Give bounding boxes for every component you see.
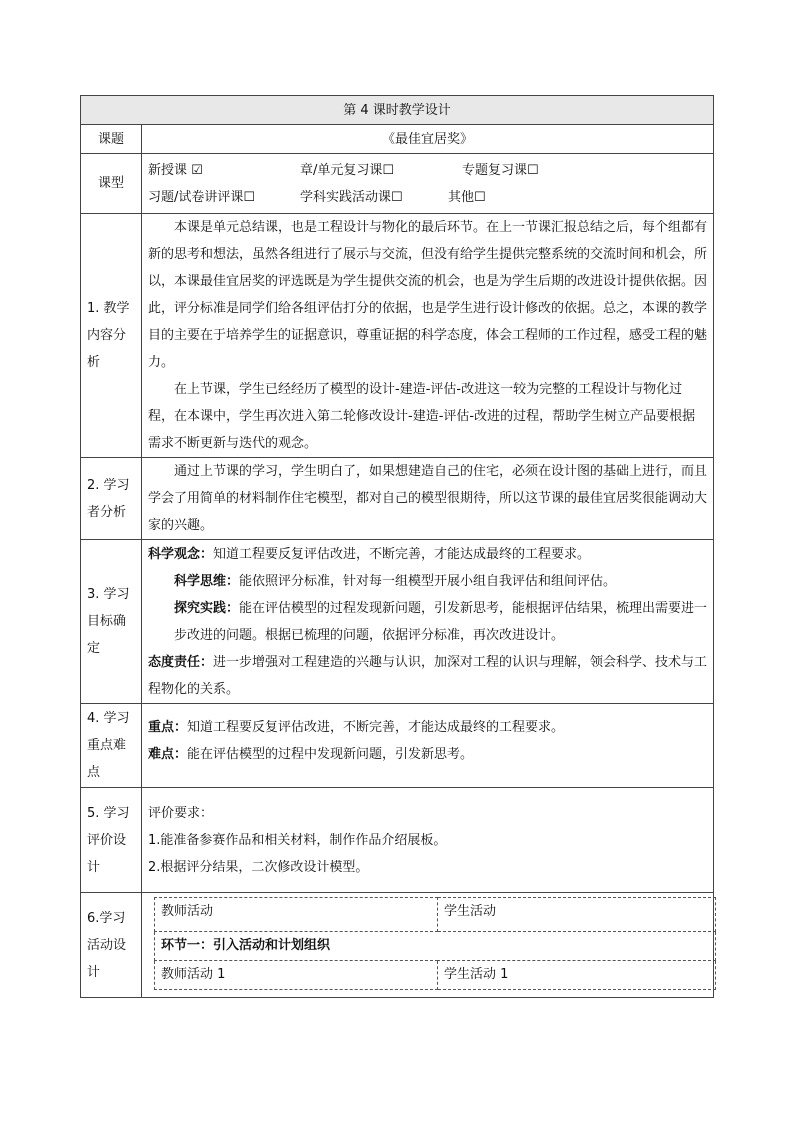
objective-item bbox=[148, 541, 707, 568]
type-option-exercise: 习题/试卷讲评课☐ bbox=[148, 189, 256, 205]
type-options bbox=[142, 154, 714, 214]
objective-term: 探究实践： bbox=[174, 600, 240, 616]
objective-item bbox=[148, 595, 707, 649]
type-option-unit-review: 章/单元复习课☐ bbox=[300, 162, 395, 178]
objective-text: 能在评估模型的过程发现新问题，引发新思考，能根据评估结果，梳理出需要进一步改进的问题。根据已梳理的问题，依据评分标准，再次改进设计。 bbox=[174, 600, 708, 643]
type-option-other: 其他☐ bbox=[448, 189, 486, 205]
objective-text: 能依照评分标准，针对每一组模型开展小组自我评估和组间评估。 bbox=[239, 573, 617, 589]
objective-item bbox=[148, 568, 707, 595]
objective-term: 科学思维： bbox=[174, 573, 240, 589]
content-analysis-paragraph: 在上节课，学生已经经历了模型的设计-建造-评估-改进这一较为完整的工程设计与物化过程，在本课中，学生再次进入第二轮修改设计-建造-评估-改进的过程，帮助学生树立产品要根据需求不断更新与迭代的观念。 bbox=[148, 382, 696, 451]
key-point-text: 知道工程要反复评估改进，不断完善，才能达成最终的工程要求。 bbox=[187, 720, 565, 735]
key-point-term: 重点： bbox=[148, 720, 188, 735]
key-points-label: 4. 学习重点难点 bbox=[81, 704, 142, 788]
learner-analysis-text: 通过上节课的学习，学生明白了，如果想建造自己的住宅，必须在设计图的基础上进行，而且学会了用简单的材料制作住宅模型，都对自己的模型很期待，所以这节课的最佳宜居奖很能调动大家的兴趣。 bbox=[148, 464, 708, 533]
evaluation-line: 评价要求： bbox=[148, 805, 214, 821]
evaluation-label: 5. 学习评价设计 bbox=[81, 788, 142, 893]
objective-term: 科学观念： bbox=[148, 546, 214, 562]
student-activity-one: 学生活动 1 bbox=[438, 961, 716, 990]
activities-cell bbox=[142, 893, 714, 998]
type-option-practice: 学科实践活动课☐ bbox=[300, 189, 403, 205]
content-analysis-paragraph: 本课是单元总结课，也是工程设计与物化的最后环节。在上一节课汇报总结之后，每个组都有新的思考和想法，虽然各组进行了展示与交流，但没有给学生提供完整系统的交流时间和机会，所以，本课最佳宜居奖的评选既是为学生提供交流的机会，也是为学生后期的改进设计提供依据。因此，评分标准是同学们给各组评估打分的依据，也是学生进行设计修改的依据。总之，本课的教学目的主要在于培养学生的证据意识，尊重证据的科学态度，体会工程师的工作过程，感受工程的魅力。 bbox=[148, 220, 708, 370]
objective-text: 进一步增强对工程建造的兴趣与认识，加深对工程的认识与理解，领会科学、技术与工程物化的关系。 bbox=[148, 654, 708, 697]
evaluation-line: 2.根据评分结果，二次修改设计模型。 bbox=[148, 859, 369, 875]
type-option-topic-review: 专题复习课☐ bbox=[462, 162, 539, 178]
objective-text: 知道工程要反复评估改进，不断完善，才能达成最终的工程要求。 bbox=[213, 546, 591, 562]
activities-label: 6.学习活动设计 bbox=[81, 893, 142, 998]
table-title: 第 4 课时教学设计 bbox=[81, 96, 714, 125]
type-label: 课型 bbox=[81, 154, 142, 214]
topic-label: 课题 bbox=[81, 125, 142, 154]
objective-term: 态度责任： bbox=[148, 654, 214, 670]
key-point-item bbox=[148, 741, 707, 768]
objectives-cell bbox=[142, 540, 714, 704]
lesson-plan-table bbox=[80, 95, 714, 998]
key-points-cell bbox=[142, 704, 714, 788]
topic-value: 《最佳宜居奖》 bbox=[142, 125, 714, 154]
learner-analysis-cell bbox=[142, 458, 714, 540]
objectives-label: 3. 学习目标确定 bbox=[81, 540, 142, 704]
learner-analysis-label: 2. 学习者分析 bbox=[81, 458, 142, 540]
evaluation-cell bbox=[142, 788, 714, 893]
teacher-activity-header: 教师活动 bbox=[155, 898, 438, 932]
objective-item bbox=[148, 649, 707, 703]
teacher-activity-one: 教师活动 1 bbox=[155, 961, 438, 990]
type-option-new: 新授课 ☑ bbox=[148, 162, 203, 178]
key-point-term: 难点： bbox=[148, 747, 188, 762]
content-analysis-text bbox=[142, 214, 714, 458]
key-point-item bbox=[148, 714, 707, 741]
activities-table bbox=[154, 897, 716, 990]
key-point-text: 能在评估模型的过程中发现新问题，引发新思考。 bbox=[187, 747, 474, 762]
student-activity-header: 学生活动 bbox=[438, 898, 716, 932]
section-one-title: 环节一：引入活动和计划组织 bbox=[155, 932, 716, 961]
evaluation-line: 1.能准备参赛作品和相关材料，制作作品介绍展板。 bbox=[148, 832, 447, 848]
content-analysis-label: 1. 教学内容分析 bbox=[81, 214, 142, 458]
